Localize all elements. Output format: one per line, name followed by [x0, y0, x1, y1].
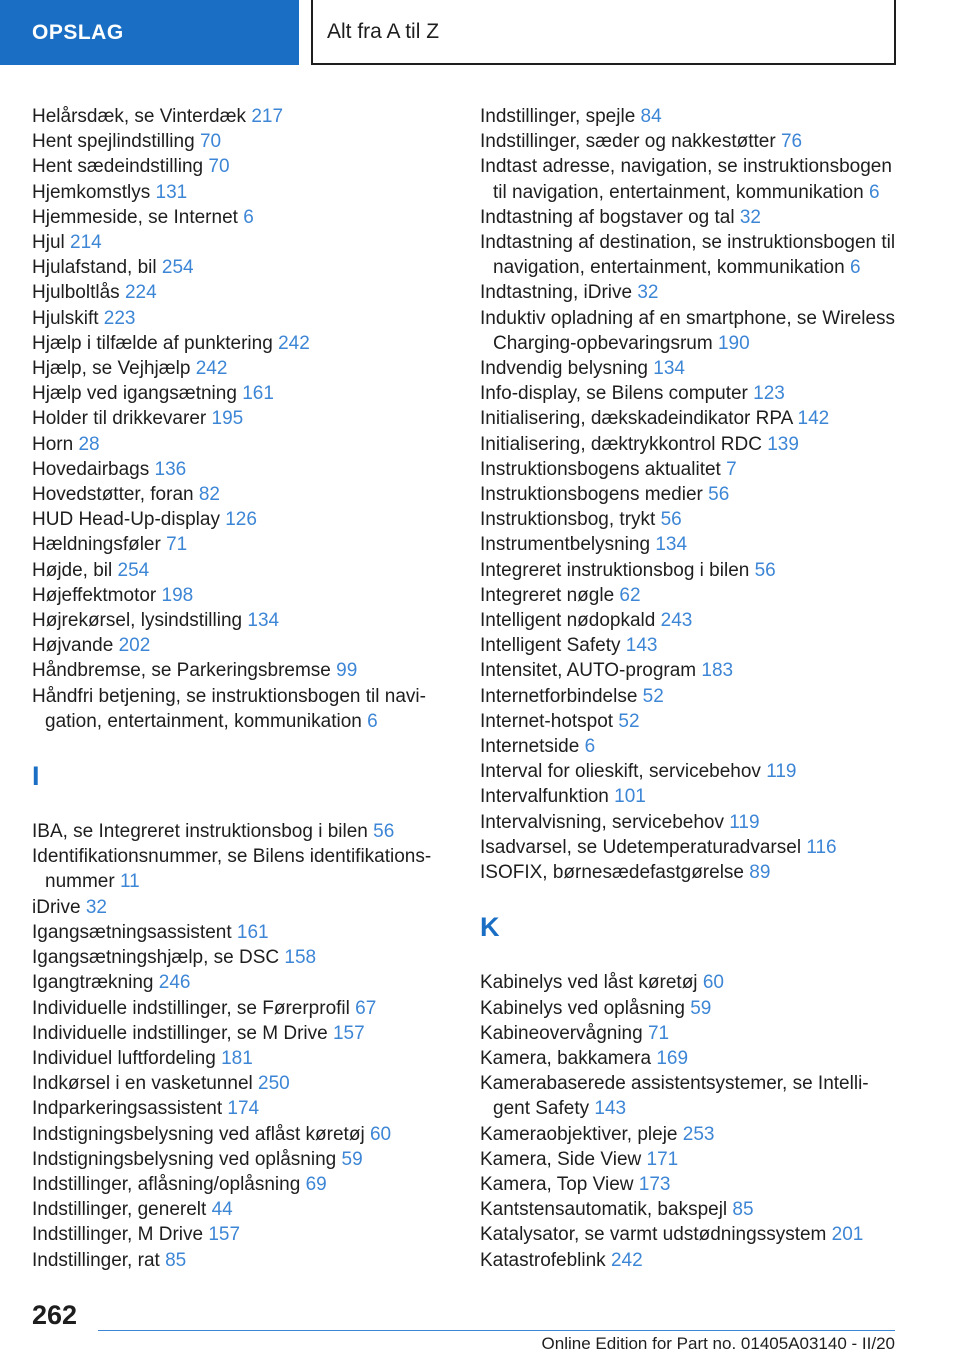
page-reference-link[interactable]: 183 [701, 660, 734, 682]
index-entry-text: Horn [32, 433, 74, 455]
page-reference-link[interactable]: 134 [653, 358, 685, 380]
index-entry-text: Kabinelys ved oplåsning [480, 997, 685, 1019]
index-entry [32, 1172, 440, 1197]
index-entry [480, 205, 900, 230]
index-entry-text: Hent sædeindstilling [32, 156, 204, 178]
index-entry-text: Internetforbindelse [480, 685, 638, 707]
index-entry-text: Håndbremse, se Parkeringsbremse [32, 660, 331, 682]
index-entry [32, 684, 440, 734]
index-entry [32, 507, 440, 532]
index-entry-text: Hjælp i tilfælde af punktering [32, 332, 273, 354]
page-reference-link[interactable]: 59 [341, 1148, 363, 1170]
index-entry-text: Intervalfunktion [480, 786, 609, 808]
page-reference-link[interactable]: 44 [211, 1199, 233, 1221]
page-reference-link[interactable]: 32 [637, 282, 659, 304]
index-entry [32, 457, 440, 482]
index-entry-text: Kamera, Top View [480, 1173, 634, 1195]
index-entry [480, 230, 900, 280]
index-entry-text: Individuel luftfordeling [32, 1047, 216, 1069]
page-reference-link[interactable]: 171 [646, 1148, 679, 1170]
index-entry [480, 784, 900, 809]
page-reference-link[interactable]: 11 [119, 871, 140, 893]
index-entry-text: Indstigningsbelysning ved oplåsning [32, 1148, 337, 1170]
footer-edition: Online Edition for Part no. 01405A03140 - II/20 [541, 1334, 895, 1353]
index-entry [480, 154, 900, 204]
page-reference-link[interactable]: 123 [753, 383, 785, 405]
index-entry-text: Holder til drikkevarer [32, 408, 207, 430]
page-reference-link[interactable]: 134 [247, 610, 280, 632]
page-reference-link[interactable]: 32 [85, 896, 107, 918]
index-entry-text: Indstillinger, sæder og nakkestøtter [480, 131, 776, 153]
index-entry [480, 507, 900, 532]
index-entry-text: Indtastning af destination, se instruktionsbogen til navigation, entertainment, kommunikation [480, 232, 896, 279]
index-entry [32, 230, 440, 255]
index-entry-text: Højrekørsel, lysindstilling [32, 610, 243, 632]
index-entry-text: Integreret instruktionsbog i bilen [480, 559, 750, 581]
index-entry [480, 608, 900, 633]
index-entry [32, 306, 440, 331]
index-entry-text: Instruktionsbogens medier [480, 484, 703, 506]
index-letter-heading: K [480, 912, 500, 943]
index-entry-text: Hjemkomstlys [32, 181, 151, 203]
index-entry-text: Hældningsføler [32, 534, 161, 556]
index-entry [32, 104, 440, 129]
index-entry [480, 558, 900, 583]
index-entry [480, 104, 900, 129]
page-reference-link[interactable]: 243 [660, 610, 693, 632]
index-entry-text: Katalysator, se varmt udstødningssystem [480, 1224, 827, 1246]
index-entry [32, 819, 440, 844]
index-entry [32, 180, 440, 205]
index-entry-text: Hjul [32, 232, 65, 254]
index-entry-text: Intelligent nødopkald [480, 610, 656, 632]
index-entry [32, 154, 440, 179]
page-reference-link[interactable]: 195 [211, 408, 244, 430]
page-reference-link[interactable]: 32 [739, 206, 761, 228]
index-entry [32, 331, 440, 356]
index-entry [32, 280, 440, 305]
index-entry-text: Håndfri betjening, se instruktionsbogen til navi-gation, entertainment, kommunikation [32, 685, 426, 732]
index-entry [480, 432, 900, 457]
index-entry [32, 970, 440, 995]
index-entry [480, 633, 900, 658]
index-entry [480, 457, 900, 482]
index-entry-text: Indstillinger, aflåsning/oplåsning [32, 1173, 301, 1195]
page-reference-link[interactable]: 56 [373, 821, 395, 843]
index-entry-text: ISOFIX, børnesædefastgørelse [480, 862, 744, 884]
page-reference-link[interactable]: 217 [251, 106, 284, 127]
page-reference-link[interactable]: 250 [258, 1073, 290, 1095]
page-reference-link[interactable]: 116 [806, 836, 837, 858]
index-entry-text: Kamera, Side View [480, 1148, 642, 1170]
index-entry [480, 482, 900, 507]
index-entry [32, 1122, 440, 1147]
index-entry-text: Kabinelys ved låst køretøj [480, 972, 698, 994]
index-entry [480, 996, 900, 1021]
page-reference-link[interactable]: 69 [305, 1173, 327, 1195]
index-entry [32, 406, 440, 431]
index-entry-text: Individuelle indstillinger, se M Drive [32, 1022, 328, 1044]
index-entry-text: Kabineovervågning [480, 1022, 643, 1044]
page-reference-link[interactable]: 7 [726, 458, 737, 480]
index-entry-text: Indtastning af bogstaver og tal [480, 206, 735, 228]
page-reference-link[interactable]: 161 [236, 921, 269, 943]
index-entry-text: Internet-hotspot [480, 710, 614, 732]
index-entry-text: Intelligent Safety [480, 635, 621, 657]
index-entry [32, 558, 440, 583]
page-reference-link[interactable]: 242 [278, 332, 310, 354]
page-reference-link[interactable]: 190 [717, 332, 750, 354]
index-entry [32, 945, 440, 970]
index-entry [480, 684, 900, 709]
page-reference-link[interactable]: 76 [780, 131, 803, 153]
index-entry [480, 1147, 900, 1172]
index-entry [480, 1197, 900, 1222]
footer-divider [98, 1330, 895, 1331]
index-entry-text: Intervalvisning, servicebehov [480, 811, 724, 833]
index-entry [480, 759, 900, 784]
index-entry [480, 658, 900, 683]
index-entry [32, 1222, 440, 1247]
page-reference-link[interactable]: 6 [367, 710, 378, 732]
page-reference-link[interactable]: 60 [702, 972, 724, 994]
index-entry-text: Hjulafstand, bil [32, 257, 157, 279]
index-entry-text: Igangsætningsassistent [32, 921, 232, 943]
page-reference-link[interactable]: 158 [284, 947, 317, 969]
subsection-tab [311, 0, 896, 65]
index-entry [32, 1096, 440, 1121]
index-entry-text: Kantstensautomatik, bakspejl [480, 1199, 728, 1221]
index-entry [32, 844, 440, 894]
page-reference-link[interactable]: 82 [198, 484, 220, 506]
index-entry-text: iDrive [32, 896, 81, 918]
index-entry-text: Højeffektmotor [32, 584, 157, 606]
index-entry-text: Katastrofeblink [480, 1249, 606, 1271]
page-reference-link[interactable]: 99 [336, 660, 358, 682]
page-reference-link[interactable]: 181 [221, 1047, 253, 1069]
index-entry-text: Hent spejlindstilling [32, 131, 195, 153]
page-reference-link[interactable]: 242 [610, 1249, 643, 1271]
index-entry [480, 970, 900, 995]
page-reference-link[interactable]: 85 [165, 1249, 187, 1271]
index-entry-text: Indstillinger, generelt [32, 1199, 207, 1221]
page-reference-link[interactable]: 6 [243, 206, 254, 228]
index-entry-text: Integreret nøgle [480, 584, 615, 606]
index-entry [32, 255, 440, 280]
page-reference-link[interactable]: 67 [355, 997, 377, 1019]
index-entry-text: Initialisering, dækskadeindikator RPA [480, 408, 793, 430]
page-reference-link[interactable]: 169 [656, 1047, 689, 1069]
index-entry-text: Hjemmeside, se Internet [32, 206, 238, 228]
index-entry-text: Igangsætningshjælp, se DSC [32, 947, 280, 969]
index-entry-text: Indstillinger, spejle [480, 106, 636, 127]
index-entry [480, 810, 900, 835]
index-entry [32, 381, 440, 406]
index-entry [480, 1172, 900, 1197]
page-reference-link[interactable]: 254 [117, 559, 150, 581]
index-entry-text: Højvande [32, 635, 114, 657]
index-entry [480, 1046, 900, 1071]
page-reference-link[interactable]: 198 [161, 584, 194, 606]
page-reference-link[interactable]: 126 [225, 509, 257, 531]
page-reference-link[interactable]: 56 [708, 484, 730, 506]
page-reference-link[interactable]: 214 [70, 232, 102, 254]
index-entry [480, 532, 900, 557]
index-entry-text: Initialisering, dæktrykkontrol RDC [480, 433, 762, 455]
index-entry [480, 860, 900, 885]
index-entry-text: Internetside [480, 736, 580, 758]
index-entry-text: Intensitet, AUTO-program [480, 660, 697, 682]
page-reference-link[interactable]: 134 [655, 534, 688, 556]
index-entry-text: Kamerabaserede assistentsystemer, se Intelli-gent Safety [480, 1073, 869, 1120]
index-entry [32, 920, 440, 945]
page-header [0, 0, 960, 66]
page-reference-link[interactable]: 143 [625, 635, 658, 657]
index-entry [32, 583, 440, 608]
index-entry [480, 835, 900, 860]
index-entry-text: Helårsdæk, se Vinterdæk [32, 106, 247, 127]
page-reference-link[interactable]: 59 [690, 997, 712, 1019]
page-reference-link[interactable]: 242 [195, 358, 228, 380]
index-entry-text: Induktiv opladning af en smartphone, se Wireless Charging-opbevaringsrum [480, 307, 896, 354]
index-entry-text: IBA, se Integreret instruktionsbog i bilen [32, 821, 368, 843]
page-reference-link[interactable]: 52 [642, 685, 664, 707]
index-entry [480, 1248, 900, 1273]
index-entry [480, 381, 900, 406]
index-entry-text: Kamera, bakkamera [480, 1047, 652, 1069]
index-entry [32, 129, 440, 154]
index-entry [480, 280, 900, 305]
index-entry-text: Hjælp ved igangsætning [32, 383, 237, 405]
page-reference-link[interactable]: 253 [682, 1123, 715, 1145]
page-reference-link[interactable]: 56 [754, 559, 776, 581]
index-entry [32, 205, 440, 230]
index-entry [32, 482, 440, 507]
index-entry-text: Isadvarsel, se Udetemperaturadvarsel [480, 836, 802, 858]
index-entry-text: Interval for olieskift, servicebehov [480, 761, 761, 783]
page-reference-link[interactable]: 62 [619, 584, 641, 606]
index-entry [480, 1071, 900, 1121]
index-entry [32, 1046, 440, 1071]
index-entry [32, 1071, 440, 1096]
page-reference-link[interactable]: 89 [749, 862, 771, 884]
page-number: 262 [32, 1300, 78, 1330]
page-reference-link[interactable]: 85 [732, 1199, 754, 1221]
index-entry [32, 356, 440, 381]
index-entry-text: Igangtrækning [32, 972, 154, 994]
page-reference-link[interactable]: 84 [640, 106, 662, 127]
index-entry [32, 895, 440, 920]
index-column-left [32, 104, 440, 1273]
index-entry-text: Hjulboltlås [32, 282, 120, 304]
index-entry [480, 129, 900, 154]
index-entry [32, 432, 440, 457]
page-reference-link[interactable]: 6 [849, 257, 861, 279]
index-entry-text: Indstillinger, rat [32, 1249, 160, 1271]
subsection-title: Alt fra A til Z [327, 19, 440, 43]
index-entry [480, 709, 900, 734]
index-entry [480, 1222, 900, 1247]
index-entry [32, 1248, 440, 1273]
index-entry [32, 532, 440, 557]
page-reference-link[interactable]: 101 [614, 786, 646, 808]
index-entry [32, 633, 440, 658]
page-reference-link[interactable]: 143 [594, 1098, 627, 1120]
page-reference-link[interactable]: 173 [638, 1173, 671, 1195]
index-entry-text: Indtastning, iDrive [480, 282, 633, 304]
index-letter-heading: I [32, 761, 40, 792]
page-reference-link[interactable]: 142 [797, 408, 830, 430]
index-entry-text: Indparkeringsassistent [32, 1098, 223, 1120]
index-column-right [480, 104, 900, 1273]
page-reference-link[interactable]: 131 [155, 181, 188, 203]
index-entry [32, 1021, 440, 1046]
page-reference-link[interactable]: 119 [729, 811, 760, 833]
page-reference-link[interactable]: 6 [584, 736, 596, 758]
index-entry [480, 1122, 900, 1147]
page-reference-link[interactable]: 52 [618, 710, 640, 732]
index-entry [480, 734, 900, 759]
page-reference-link[interactable]: 60 [369, 1123, 392, 1145]
page-reference-link[interactable]: 223 [103, 307, 136, 329]
index-entry [32, 996, 440, 1021]
index-entry-text: Indstigningsbelysning ved aflåst køretøj [32, 1123, 365, 1145]
index-entry-text: Individuelle indstillinger, se Førerprofil [32, 997, 350, 1019]
index-entry-text: Indstillinger, M Drive [32, 1224, 204, 1246]
index-entry-text: Kameraobjektiver, pleje [480, 1123, 678, 1145]
index-entry [32, 658, 440, 683]
index-entry [480, 1021, 900, 1046]
page-reference-link[interactable]: 56 [660, 509, 682, 531]
index-entry [480, 406, 900, 431]
index-entry-text: Hjælp, se Vejhjælp [32, 358, 191, 380]
page-reference-link[interactable]: 70 [208, 156, 230, 178]
page-reference-link[interactable]: 161 [242, 383, 274, 405]
index-entry-text: Indtast adresse, navigation, se instruktionsbogen til navigation, entertainment, kommunikation [480, 156, 892, 203]
index-entry-text: Hjulskift [32, 307, 99, 329]
index-entry-text: Instruktionsbogens aktualitet [480, 458, 721, 480]
page-reference-link[interactable]: 157 [208, 1224, 241, 1246]
page-reference-link[interactable]: 201 [831, 1224, 864, 1246]
page-reference-link[interactable]: 254 [161, 257, 194, 279]
page-reference-link[interactable]: 71 [166, 534, 188, 556]
index-entry-text: Hovedairbags [32, 458, 150, 480]
index-entry-text: Instrumentbelysning [480, 534, 651, 556]
page-reference-link[interactable]: 224 [124, 282, 157, 304]
page-reference-link[interactable]: 202 [118, 635, 151, 657]
page-reference-link[interactable]: 70 [199, 131, 222, 153]
index-entry [32, 1197, 440, 1222]
page-reference-link[interactable]: 246 [158, 972, 191, 994]
index-entry [480, 583, 900, 608]
page-reference-link[interactable]: 136 [154, 458, 187, 480]
page-reference-link[interactable]: 157 [332, 1022, 365, 1044]
index-entry-text: Identifikationsnummer, se Bilens identifikations-nummer [32, 846, 432, 893]
index-entry-text: HUD Head-Up-display [32, 509, 220, 531]
index-entry-text: Hovedstøtter, foran [32, 484, 194, 506]
page-reference-link[interactable]: 71 [647, 1022, 670, 1044]
index-entry [32, 608, 440, 633]
section-title: OPSLAG [32, 20, 124, 44]
section-tab [0, 0, 299, 65]
index-entry-text: Info-display, se Bilens computer [480, 383, 748, 405]
index-entry [480, 356, 900, 381]
page-reference-link[interactable]: 119 [766, 761, 797, 783]
page-reference-link[interactable]: 139 [767, 433, 799, 455]
index-entry [32, 1147, 440, 1172]
page-reference-link[interactable]: 174 [227, 1098, 260, 1120]
index-entry-text: Indvendig belysning [480, 358, 648, 380]
page-reference-link[interactable]: 28 [78, 433, 100, 455]
index-entry-text: Indkørsel i en vasketunnel [32, 1073, 253, 1095]
page-reference-link[interactable]: 6 [868, 181, 880, 203]
index-entry [480, 306, 900, 356]
index-entry-text: Instruktionsbog, trykt [480, 509, 656, 531]
index-entry-text: Højde, bil [32, 559, 113, 581]
